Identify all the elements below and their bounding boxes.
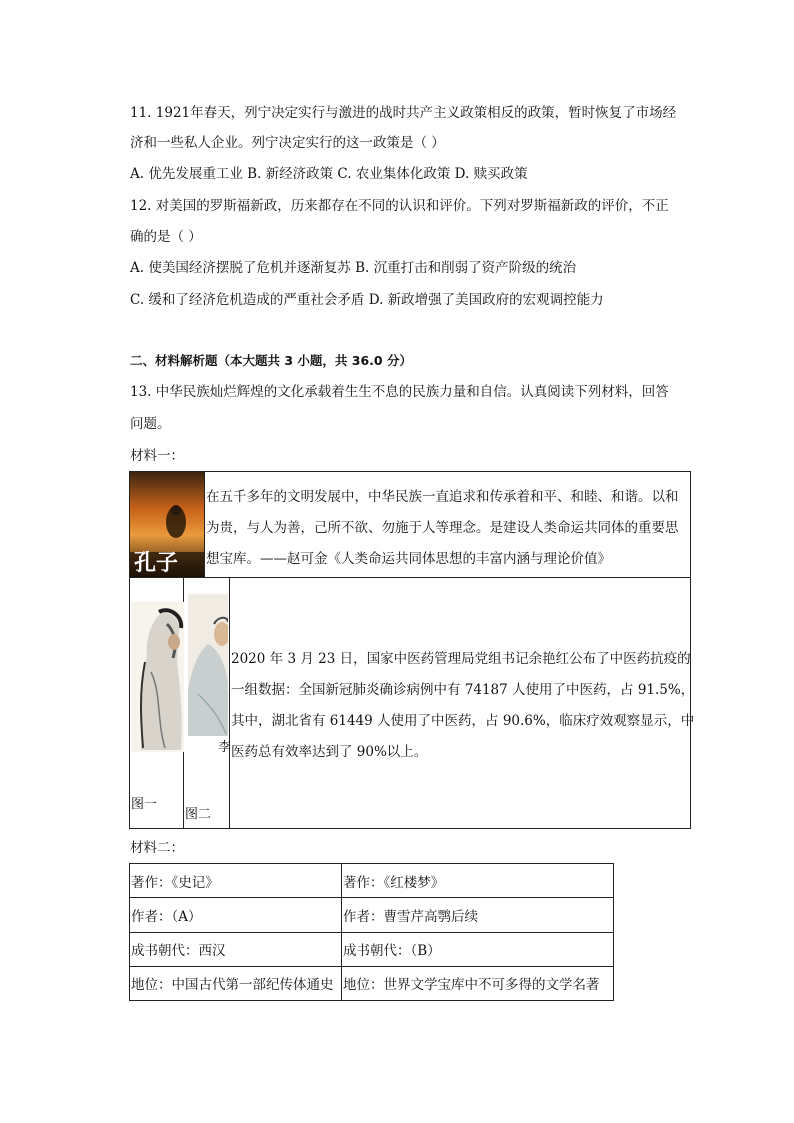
material1-quote-line: 为贵，与人为善，己所不欲、勿施于人等理念。是建设人类命运共同体的重要思 [206, 520, 679, 536]
tcm-text-line: 一组数据：全国新冠肺炎确诊病例中有 74187 人使用了中医药，占 91.5%， [231, 682, 695, 698]
table-cell: 地位：中国古代第一部纪传体通史 [130, 966, 342, 1000]
material1-quote-line: 在五千多年的文明发展中，中华民族一直追求和传承着和平、和睦、和谐。以和 [206, 489, 679, 505]
table-row [130, 932, 614, 966]
material1-table [129, 471, 695, 829]
confucius-poster-svg [130, 472, 204, 577]
material2-table [129, 863, 614, 1001]
q11-line2: 济和一些私人企业。列宁决定实行的这一政策是（ ） [130, 135, 445, 151]
confucius-poster-title: 孔子 [134, 550, 179, 576]
tcm-text-line: 医药总有效率达到了 90%以上。 [231, 744, 428, 760]
q12-line2: 确的是（ ） [130, 229, 202, 245]
table-cell: 著作：《史记》 [130, 864, 342, 898]
figure1-cell [130, 578, 184, 829]
q13-line2: 问题。 [130, 416, 171, 432]
q13-line1: 13. 中华民族灿烂辉煌的文化承载着生生不息的民族力量和自信。认真阅读下列材料，回答 [130, 384, 669, 400]
q12-options-ab: A. 使美国经济摆脱了危机并逐渐复苏 B. 沉重打击和削弱了资产阶级的统治 [130, 260, 577, 276]
section-heading: 二、材料解析题（本大题共 3 小题，共 36.0 分） [130, 353, 412, 368]
tcm-text-line: 2020 年 3 月 23 日，国家中医药管理局党组书记余艳红公布了中医药抗疫的 [231, 651, 691, 667]
tcm-text-line: 其中，湖北省有 61449 人使用了中医药，占 90.6%，临床疗效观察显示，中 [231, 713, 695, 729]
q12-line1: 12. 对美国的罗斯福新政，历来都存在不同的认识和评价。下列对罗斯福新政的评价，不正 [130, 198, 669, 214]
material1-tcm-text [231, 644, 693, 768]
portrait-painting [188, 594, 228, 736]
ink-figure-painting [131, 602, 184, 752]
table-row [130, 966, 614, 1000]
material1-quote-line: 想宝库。——赵可金《人类命运共同体思想的丰富内涵与理论价值》 [206, 551, 611, 567]
q12-options-cd: C. 缓和了经济危机造成的严重社会矛盾 D. 新政增强了美国政府的宏观调控能力 [130, 292, 604, 308]
material2-heading: 材料二： [130, 840, 184, 856]
table-cell: 作者：曹雪芹高鹗后续 [342, 898, 614, 932]
table-cell: 著作：《红楼梦》 [342, 864, 614, 898]
material1-row1 [130, 472, 690, 578]
figure2-cut-char: 李 [218, 740, 232, 755]
figure1-label: 图一 [131, 797, 158, 812]
table-cell: 成书朝代：西汉 [130, 932, 342, 966]
table-cell: 作者：（A） [130, 898, 342, 932]
q11-options: A. 优先发展重工业 B. 新经济政策 C. 农业集体化政策 D. 赎买政策 [130, 166, 528, 182]
figure2-cell [184, 578, 230, 829]
table-cell: 成书朝代：（B） [342, 932, 614, 966]
table-cell: 地位：世界文学宝库中不可多得的文学名著 [342, 966, 614, 1000]
confucius-poster-image [130, 472, 205, 577]
material1-heading: 材料一： [130, 448, 184, 464]
table-row [130, 898, 614, 932]
material1-row2 [130, 578, 695, 829]
table-row [130, 864, 614, 898]
figure2-label: 图二 [185, 807, 212, 822]
q11-line1: 11. 1921年春天，列宁决定实行与激进的战时共产主义政策相反的政策，暂时恢复了市场经 [130, 105, 677, 121]
material1-quote [206, 482, 692, 575]
